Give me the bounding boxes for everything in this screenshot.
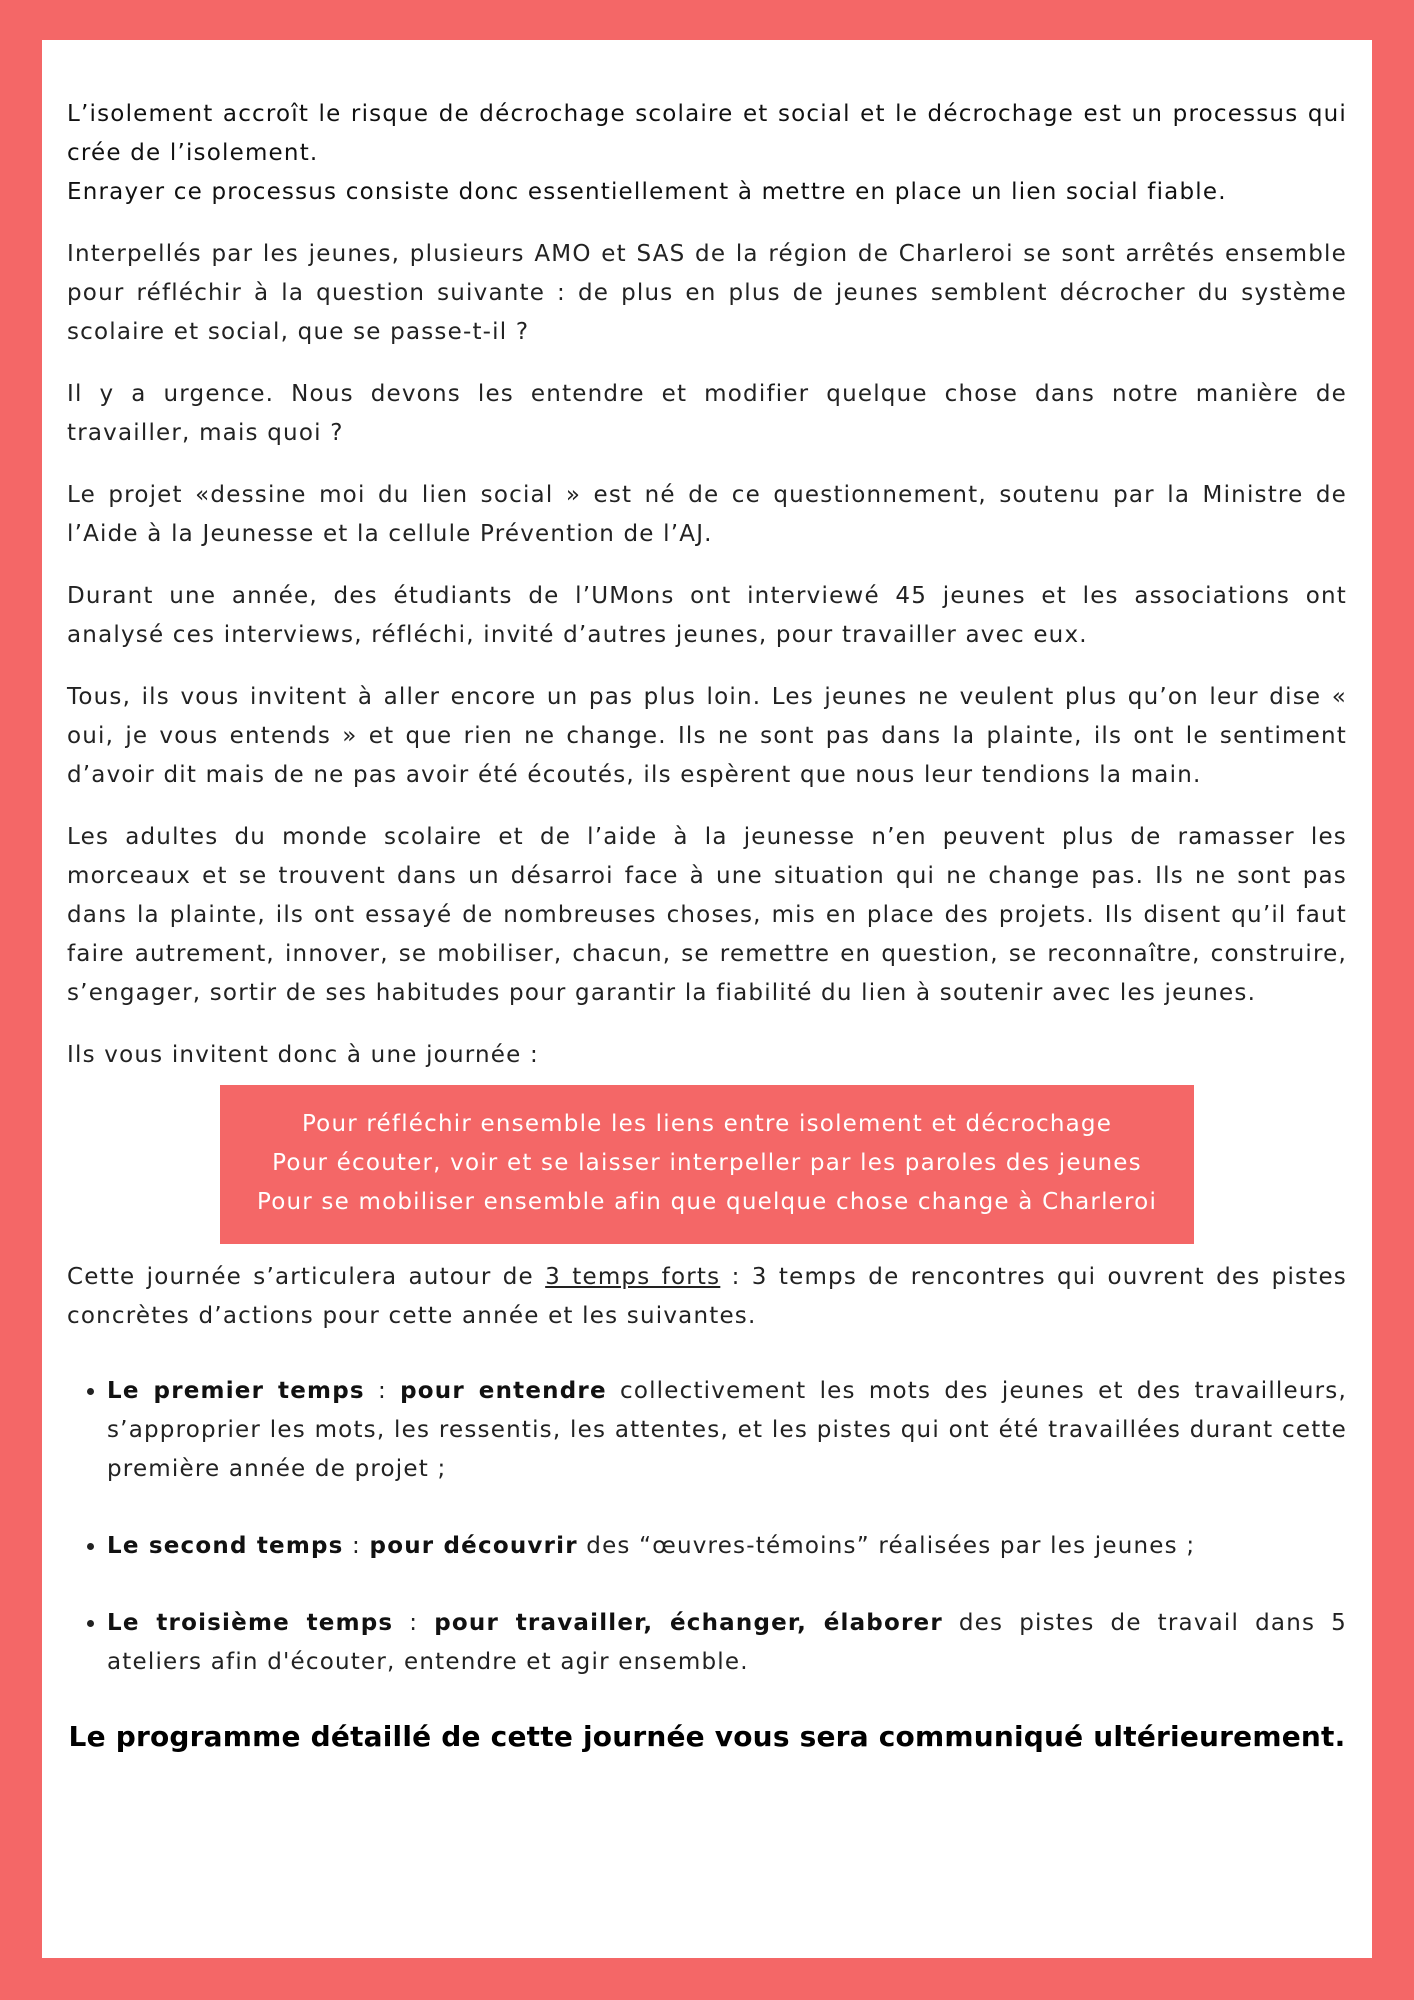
temps-text: des “œuvres-témoins” réalisées par les jeunes ; xyxy=(577,1533,1196,1559)
paragraph-umons: Durant une année, des étudiants de l’UMons ont interviewé 45 jeunes et les associations ont analysé ces interviews, réfléchi, invité d’autres jeunes, pour travailler avec eux. xyxy=(67,583,1347,648)
temps-action: pour découvrir xyxy=(369,1533,578,1559)
temps-separator: : xyxy=(343,1533,370,1559)
callout-line: Pour se mobiliser ensemble afin que quelque chose change à Charleroi xyxy=(256,1189,1158,1215)
temps-text: collectivement les mots des jeunes et des travailleurs, s’approprier les mots, les ressentis, les attentes, et les pistes qui ont été travaillées durant cette première année de projet ; xyxy=(107,1378,1347,1482)
temps-separator: : xyxy=(393,1610,435,1636)
temps-forts-before: Cette journée s’articulera autour de xyxy=(67,1264,546,1290)
paragraph-projet: Le projet «dessine moi du lien social » est né de ce questionnement, soutenu par la Ministre de l’Aide à la Jeunesse et la cellule Prévention de l’AJ. xyxy=(67,482,1347,547)
footer-note: Le programme détaillé de cette journée vous sera communiqué ultérieurement. xyxy=(68,1720,1346,1753)
paragraph-urgence: Il y a urgence. Nous devons les entendre et modifier quelque chose dans notre manière de travailler, mais quoi ? xyxy=(67,381,1347,446)
callout-line: Pour réfléchir ensemble les liens entre isolement et décrochage xyxy=(301,1111,1113,1137)
paragraph-invitation: Ils vous invitent donc à une journée : xyxy=(67,1042,539,1068)
list-item xyxy=(107,1604,1347,1682)
intro-line-2: Enrayer ce processus consiste donc essentiellement à mettre en place un lien social fiable. xyxy=(67,179,1227,205)
intro-line-1: L’isolement accroît le risque de décrochage scolaire et social et le décrochage est un processus qui crée de l’isolement. xyxy=(67,101,1347,166)
paragraph-jeunes: Tous, ils vous invitent à aller encore un pas plus loin. Les jeunes ne veulent plus qu’on leur dise « oui, je vous entends » et que rien ne change. Ils ne sont pas dans la plainte, ils ont le sentiment d’avoir dit mais de ne pas avoir été écoutés, ils espèrent que nous leur tendions la main. xyxy=(67,684,1347,788)
temps-label: Le second temps xyxy=(107,1533,344,1559)
callout-box xyxy=(220,1085,1194,1244)
temps-action: pour entendre xyxy=(400,1378,607,1404)
callout-line: Pour écouter, voir et se laisser interpeller par les paroles des jeunes xyxy=(272,1150,1142,1176)
paragraph-interpelles: Interpellés par les jeunes, plusieurs AMO et SAS de la région de Charleroi se sont arrêtés ensemble pour réfléchir à la question suivante : de plus en plus de jeunes semblent décrocher du système scolaire et social, que se passe-t-il ? xyxy=(67,241,1347,345)
temps-separator: : xyxy=(364,1378,401,1404)
list-item xyxy=(107,1372,1347,1489)
temps-text: des pistes de travail dans 5 ateliers afin d'écouter, entendre et agir ensemble. xyxy=(107,1610,1347,1675)
temps-label: Le troisième temps xyxy=(107,1610,394,1636)
temps-forts-paragraph xyxy=(67,1258,1347,1336)
paragraph-adultes: Les adultes du monde scolaire et de l’aide à la jeunesse n’en peuvent plus de ramasser les morceaux et se trouvent dans un désarroi face à une situation qui ne change pas. Ils ne sont pas dans la plainte, ils ont essayé de nombreuses choses, mis en place des projets. Ils disent qu’il faut faire autrement, innover, se mobiliser, chacun, se remettre en question, se reconnaître, construire, s’engager, sortir de ses habitudes pour garantir la fiabilité du lien à soutenir avec les jeunes. xyxy=(67,824,1347,1006)
temps-action: pour travailler, échanger, élaborer xyxy=(434,1610,943,1636)
temps-list xyxy=(67,1372,1347,1682)
intro-paragraph xyxy=(67,95,1347,212)
temps-forts-after: : 3 temps de rencontres qui ouvrent des pistes concrètes d’actions pour cette année et les suivantes. xyxy=(67,1264,1347,1329)
list-item xyxy=(107,1527,1347,1566)
document-page xyxy=(42,40,1372,1958)
temps-forts-link: 3 temps forts xyxy=(545,1264,721,1290)
temps-label: Le premier temps xyxy=(107,1378,365,1404)
